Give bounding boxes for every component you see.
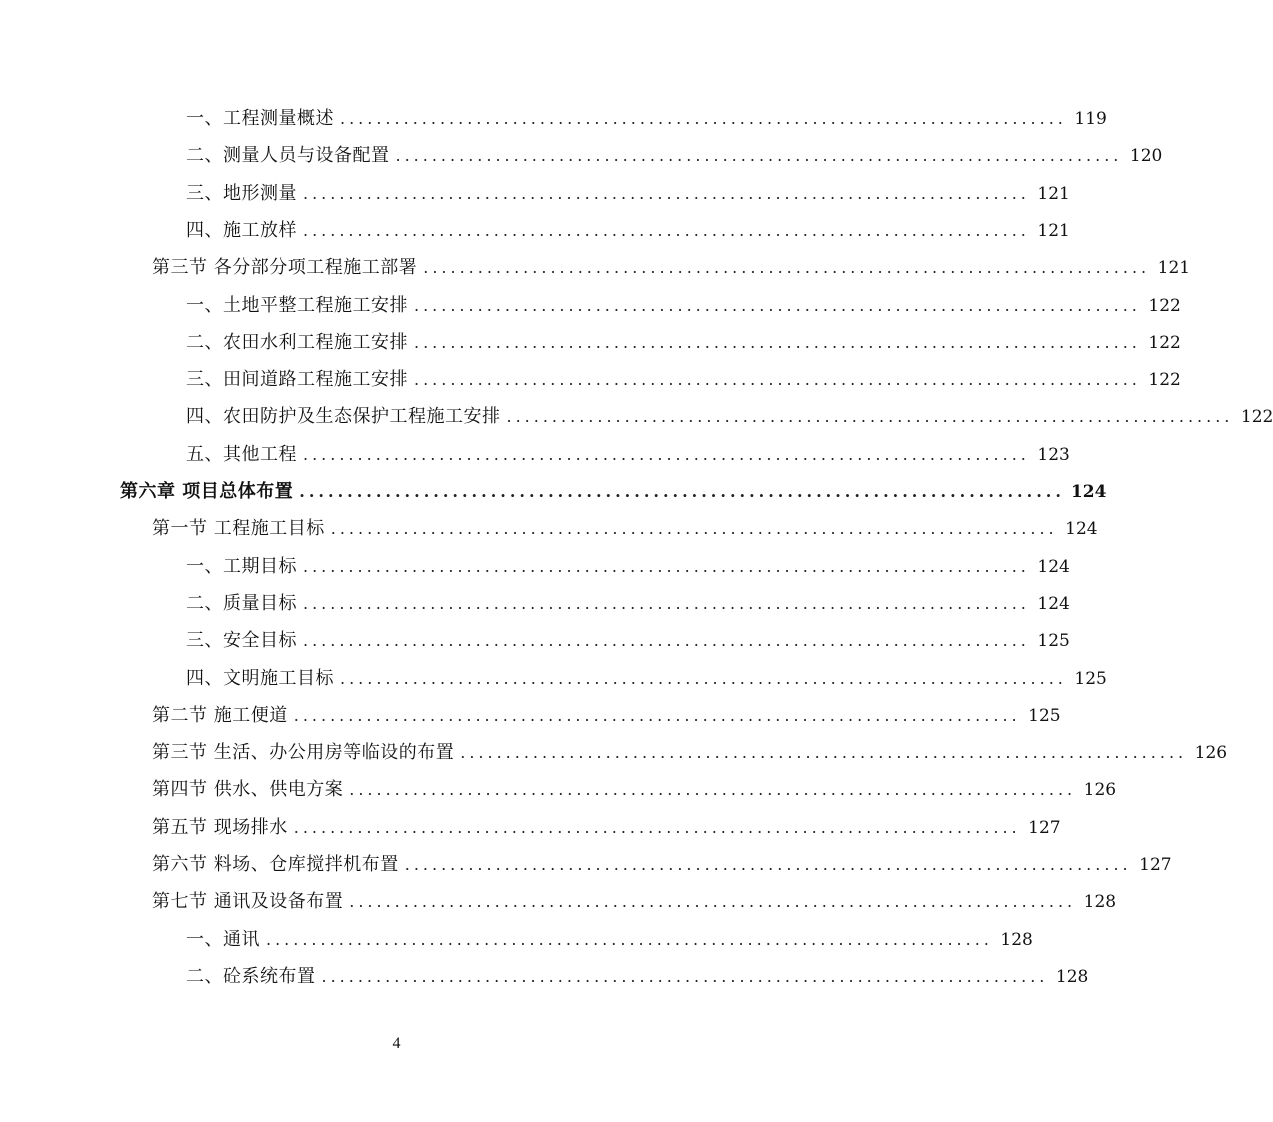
toc-entry-page: 124 <box>1070 482 1107 502</box>
toc-leader-dots: ................................................................................ <box>340 109 1067 128</box>
toc-entry-page: 119 <box>1074 109 1107 129</box>
toc-entry-title: 四、农田防护及生态保护工程施工安排 <box>186 406 501 428</box>
toc-entry[interactable] <box>186 287 1181 324</box>
toc-leader-dots: ................................................................................ <box>266 929 993 949</box>
toc-leader-dots: ................................................................................ <box>395 146 1123 166</box>
toc-entry-page: 127 <box>1028 817 1061 838</box>
toc-entry-page: 127 <box>1139 855 1172 875</box>
toc-entry-page: 124 <box>1037 556 1070 577</box>
toc-entry-page: 120 <box>1129 146 1163 167</box>
toc-entry-page: 122 <box>1148 295 1181 316</box>
toc-entry-title: 三、地形测量 <box>186 182 297 204</box>
toc-entry[interactable] <box>186 100 1107 137</box>
toc-entry[interactable] <box>152 734 1228 771</box>
toc-entry-title: 第六节 料场、仓库搅拌机布置 <box>152 854 399 875</box>
toc-entry[interactable] <box>120 473 1107 510</box>
toc-entry-title: 第七节 通讯及设备布置 <box>152 891 344 913</box>
toc-entry-title: 三、安全目标 <box>186 630 297 652</box>
toc-entry-page: 122 <box>1148 332 1181 353</box>
toc-entry[interactable] <box>186 660 1107 697</box>
toc-entry[interactable] <box>186 361 1181 398</box>
toc-leader-dots: ................................................................................ <box>303 444 1030 464</box>
toc-entry[interactable] <box>152 883 1117 920</box>
toc-leader-dots: ................................................................................ <box>460 743 1188 763</box>
toc-entry-title: 二、农田水利工程施工安排 <box>186 331 408 353</box>
toc-leader-dots: ................................................................................ <box>303 220 1030 240</box>
toc-entry-page: 126 <box>1194 743 1228 764</box>
toc-entry[interactable] <box>186 585 1070 622</box>
toc-entry[interactable] <box>186 622 1070 659</box>
toc-entry[interactable] <box>186 137 1163 174</box>
toc-entry-page: 121 <box>1037 220 1070 241</box>
toc-entry-page: 123 <box>1037 444 1070 465</box>
toc-entry-page: 121 <box>1037 183 1070 204</box>
toc-entry[interactable] <box>152 809 1061 846</box>
toc-leader-dots: ................................................................................ <box>303 556 1030 576</box>
toc-entry-title: 第一节 工程施工目标 <box>152 518 325 540</box>
toc-entry-title: 三、田间道路工程施工安排 <box>186 369 408 391</box>
toc-entry-title: 一、工期目标 <box>186 555 297 577</box>
toc-entry[interactable] <box>186 175 1070 212</box>
toc-entry[interactable] <box>186 436 1070 473</box>
toc-entry[interactable] <box>152 771 1117 808</box>
toc-entry-title: 五、其他工程 <box>186 443 297 465</box>
toc-entry-page: 128 <box>1055 966 1089 987</box>
toc-entry[interactable] <box>152 249 1191 286</box>
toc-entry-title: 四、文明施工目标 <box>186 667 334 689</box>
toc-entry-title: 第三节 生活、办公用房等临设的布置 <box>152 742 455 764</box>
page-number: 4 <box>392 1035 401 1052</box>
toc-leader-dots: ................................................................................ <box>303 593 1030 613</box>
toc-leader-dots: ................................................................................ <box>330 519 1058 539</box>
toc-entry-title: 一、通讯 <box>186 928 260 950</box>
toc-leader-dots: ................................................................................ <box>404 855 1132 874</box>
toc-entry-page: 128 <box>1083 892 1117 913</box>
toc-entry-page: 125 <box>1037 631 1070 652</box>
toc-entry-title: 第四节 供水、供电方案 <box>152 779 344 801</box>
toc-entry-page: 121 <box>1157 258 1191 279</box>
toc-leader-dots: ................................................................................ <box>293 705 1021 725</box>
toc-entry-title: 第五节 现场排水 <box>152 816 288 838</box>
toc-leader-dots: ................................................................................ <box>293 817 1021 837</box>
toc-entry-page: 122 <box>1240 407 1273 428</box>
toc-entry-page: 125 <box>1028 705 1061 726</box>
toc-leader-dots: ................................................................................ <box>414 370 1141 390</box>
toc-entry[interactable] <box>186 398 1273 435</box>
toc-entry[interactable] <box>186 921 1033 958</box>
toc-entry-title: 第二节 施工便道 <box>152 704 288 726</box>
toc-entry[interactable] <box>186 958 1089 995</box>
toc-entry-page: 125 <box>1074 668 1107 689</box>
toc-entry-title: 二、测量人员与设备配置 <box>186 145 390 167</box>
toc-entry-page: 126 <box>1083 780 1117 801</box>
toc-leader-dots: ................................................................................ <box>349 892 1077 912</box>
toc-entry-page: 124 <box>1037 593 1070 614</box>
toc-entry-title: 一、土地平整工程施工安排 <box>186 294 408 316</box>
toc-leader-dots: ................................................................................ <box>423 258 1151 278</box>
toc-entry-title: 第三节 各分部分项工程施工部署 <box>152 257 418 279</box>
toc-leader-dots: ................................................................................ <box>349 780 1077 800</box>
toc-entry-page: 124 <box>1065 519 1098 540</box>
toc-leader-dots: ................................................................................ <box>299 482 1065 501</box>
toc-leader-dots: ................................................................................ <box>414 295 1141 315</box>
toc-leader-dots: ................................................................................ <box>303 631 1030 651</box>
toc-entry-page: 122 <box>1148 370 1181 391</box>
toc-leader-dots: ................................................................................ <box>321 966 1049 986</box>
toc-entry[interactable] <box>152 846 1172 883</box>
toc-entry[interactable] <box>186 212 1070 249</box>
toc-entry[interactable] <box>152 697 1061 734</box>
toc-leader-dots: ................................................................................ <box>414 332 1141 352</box>
toc-entry-page: 128 <box>1000 929 1033 950</box>
toc-leader-dots: ................................................................................ <box>506 407 1234 427</box>
toc-entry-title: 四、施工放样 <box>186 219 297 241</box>
toc-leader-dots: ................................................................................ <box>340 668 1067 688</box>
toc-entry-title: 二、质量目标 <box>186 592 297 614</box>
toc-entry-title: 第六章 项目总体布置 <box>120 481 294 502</box>
toc-entry[interactable] <box>186 548 1070 585</box>
toc-entry[interactable] <box>152 510 1098 547</box>
toc-leader-dots: ................................................................................ <box>303 183 1030 203</box>
toc-entry-title: 一、工程测量概述 <box>186 108 334 129</box>
toc-entry[interactable] <box>186 324 1181 361</box>
toc-entry-title: 二、砼系统布置 <box>186 965 316 987</box>
